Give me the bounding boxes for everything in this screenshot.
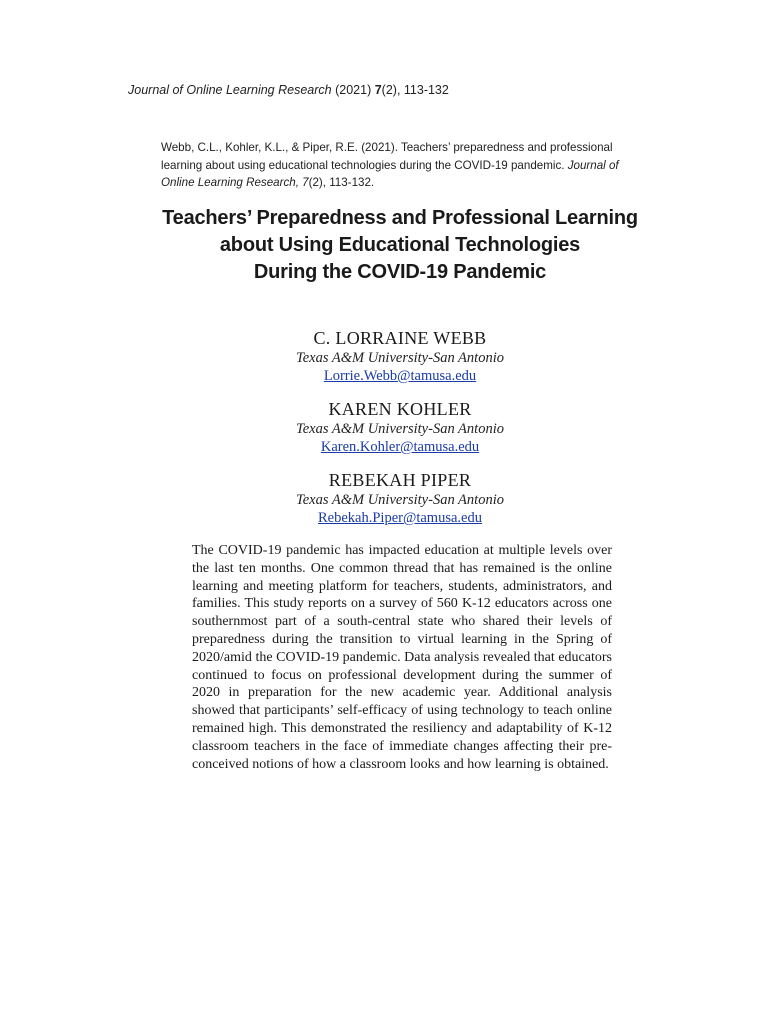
citation-issue-pages: (2), 113-132. xyxy=(308,176,375,189)
paper-title xyxy=(100,205,700,286)
title-line-2: about Using Educational Technologies xyxy=(219,234,581,256)
author-email-link[interactable]: Karen.Kohler@tamusa.edu xyxy=(320,439,480,455)
author-block xyxy=(150,327,650,385)
citation-volume: 7 xyxy=(302,176,309,189)
author-name: C. LORRAINE WEBB xyxy=(313,328,487,348)
title-line-3: During the COVID-19 Pandemic xyxy=(253,261,547,283)
author-name: REBEKAH PIPER xyxy=(328,470,472,490)
author-block xyxy=(150,398,650,456)
author-block xyxy=(150,469,650,527)
title-line-1: Teachers’ Preparedness and Professional Learning xyxy=(162,207,638,229)
author-email-link[interactable]: Lorrie.Webb@tamusa.edu xyxy=(323,368,477,384)
running-head-volume: 7 xyxy=(374,83,382,97)
abstract-text: The COVID-19 pandemic has impacted education at multiple levels over the last ten months. One common thread that has remained is the online learning and meeting platform for teachers, students, administrators, and families. This study reports on a survey of 560 K-12 educators across one southernmost part of a south-central state who shared their levels of preparedness during the transition to virtual learning in the Spring of 2020/amid the COVID-19 pandemic. Data analysis revealed that educators continued to focus on professional development during the summer of 2020 in preparation for the new academic year. Additional analysis showed that participants’ self-efficacy of using technology to teach online remained high. This demonstrated the resiliency and adaptability of K-12 classroom teachers in the face of immediate changes affecting their pre-conceived notions of how a classroom looks and how learning is obtained. xyxy=(192,543,612,772)
citation-text: Webb, C.L., Kohler, K.L., & Piper, R.E. (2021). Teachers’ preparedness and professional learning about using educational technologies during the COVID-19 pandemic. xyxy=(161,141,613,172)
running-head-issue-pages: (2), 113-132 xyxy=(381,83,449,97)
author-name: KAREN KOHLER xyxy=(328,399,472,419)
citation-block xyxy=(161,139,651,192)
author-affiliation: Texas A&M University-San Antonio xyxy=(296,492,504,508)
running-head xyxy=(128,83,449,97)
running-head-journal: Journal of Online Learning Research xyxy=(128,83,332,97)
author-affiliation: Texas A&M University-San Antonio xyxy=(296,421,504,437)
running-head-year: (2021) xyxy=(335,83,372,97)
author-email-link[interactable]: Rebekah.Piper@tamusa.edu xyxy=(318,510,482,526)
author-affiliation: Texas A&M University-San Antonio xyxy=(296,350,504,366)
citation-journal: Journal of Online Learning Research, xyxy=(161,158,619,189)
